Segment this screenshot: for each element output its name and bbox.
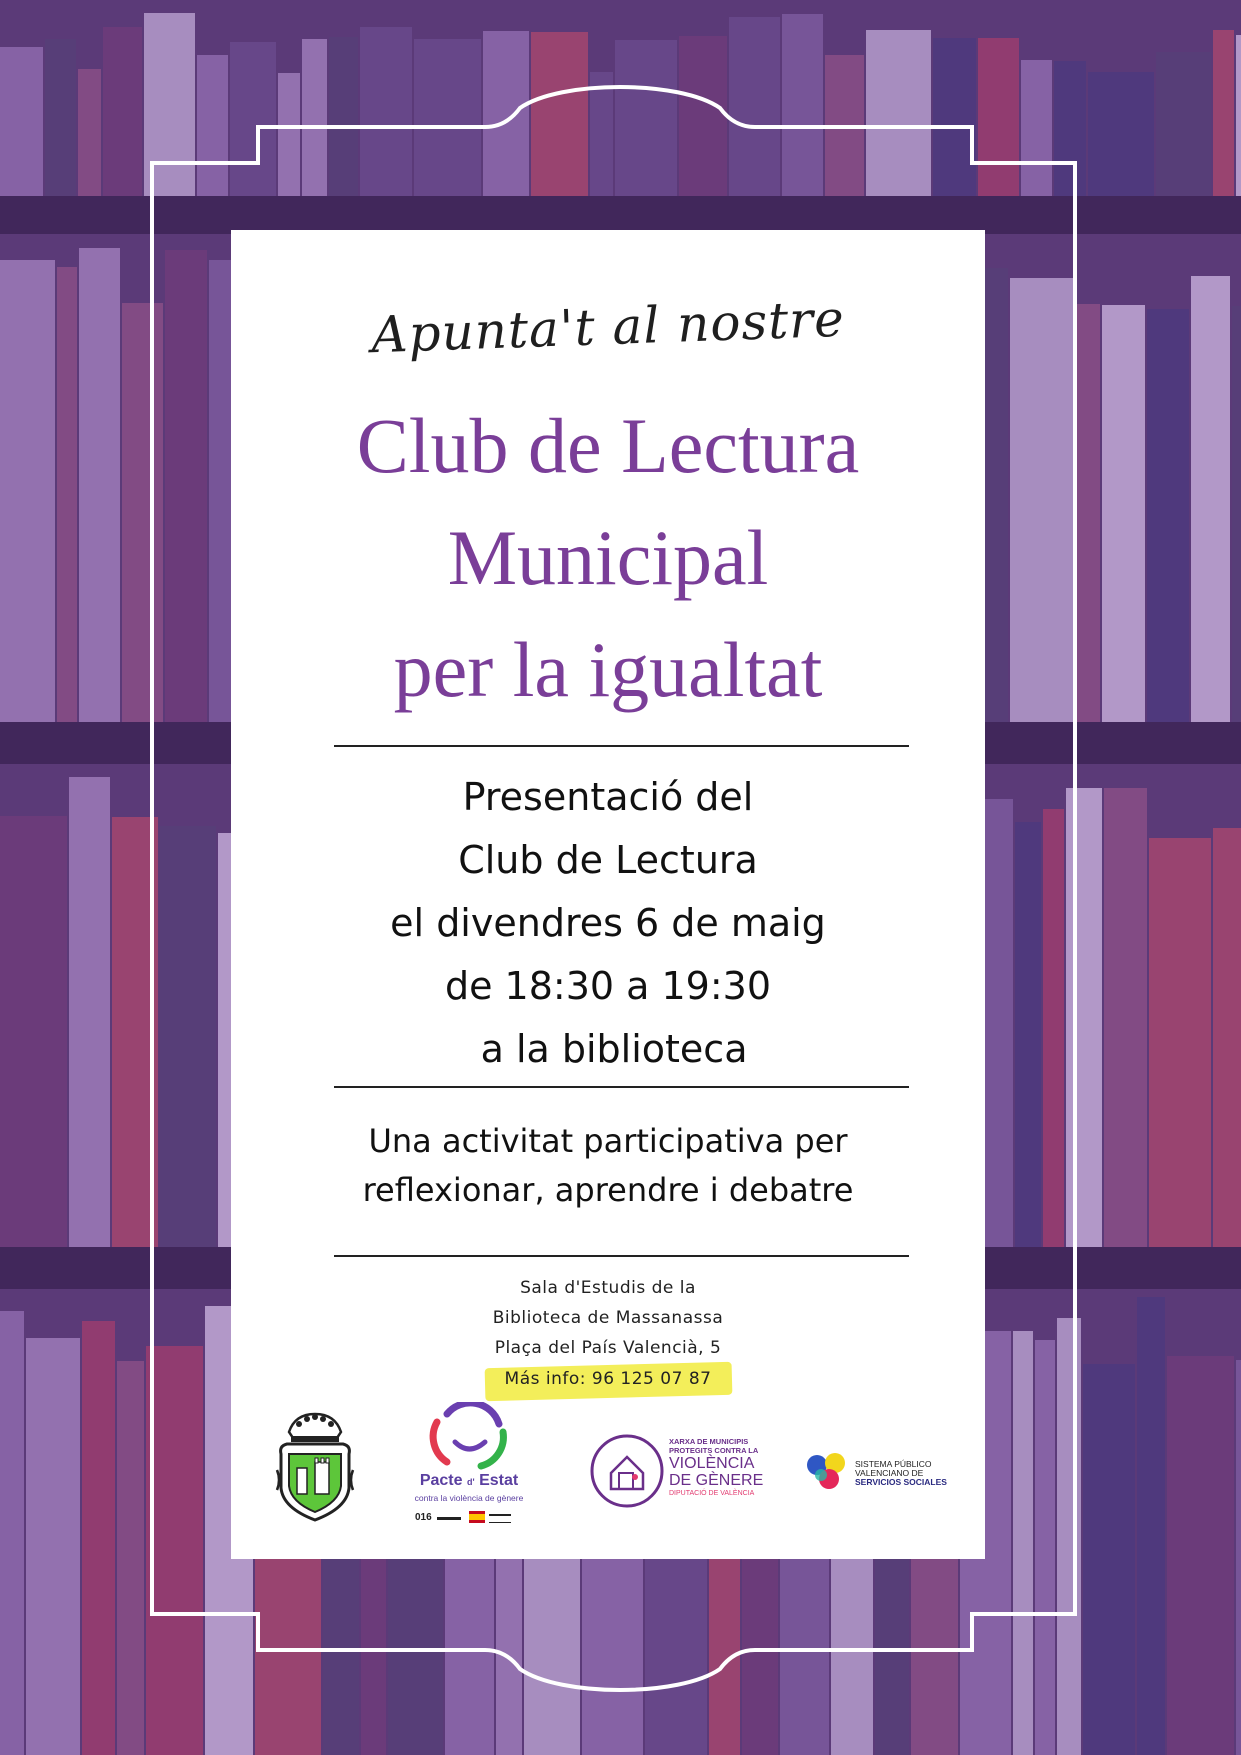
poster-title — [231, 390, 985, 726]
massanassa-coat-of-arms-logo — [275, 1410, 355, 1528]
servicios-line-3: SERVICIOS SOCIALES — [855, 1477, 947, 1487]
title-line-1: Club de Lectura — [356, 402, 860, 489]
xarxa-big-1: VIOLÈNCIA — [669, 1455, 755, 1472]
divider-1 — [334, 745, 909, 747]
event-line-3: el divendres 6 de maig — [390, 901, 826, 945]
address-line-1: Sala d'Estudis de la — [520, 1278, 696, 1298]
tagline — [231, 1117, 985, 1215]
address-block — [231, 1273, 985, 1394]
tagline-line-2: reflexionar, aprendre i debatre — [362, 1171, 854, 1209]
tagline-line-1: Una activitat participativa per — [368, 1122, 848, 1160]
divider-3 — [334, 1255, 909, 1257]
pacte-phone-text: 016 — [415, 1512, 432, 1523]
ministry-mark — [489, 1514, 511, 1523]
xarxa-small-2: PROTEGITS CONTRA LA — [669, 1446, 759, 1455]
more-info-text: Más info: 96 125 07 87 — [504, 1369, 712, 1389]
pacte-estat-text: Estat — [479, 1472, 519, 1489]
pacte-circle-icon — [407, 1402, 531, 1472]
address-line-2: Biblioteca de Massanassa — [492, 1308, 724, 1328]
servicios-sociales-logo — [805, 1451, 965, 1495]
colored-circles-icon — [805, 1451, 849, 1495]
xarxa-foot: DIPUTACIÓ DE VALÈNCIA — [669, 1490, 755, 1497]
intro-script-text: Apunta't al nostre — [370, 289, 846, 365]
address-line-3: Plaça del País Valencià, 5 — [494, 1338, 722, 1358]
event-line-4: de 18:30 a 19:30 — [444, 964, 772, 1008]
coat-of-arms-icon — [275, 1410, 355, 1528]
title-line-2: Municipal — [447, 514, 769, 601]
divider-2 — [334, 1086, 909, 1088]
pacte-main-text: Pacte — [419, 1472, 463, 1489]
servicios-line-2: VALENCIANO DE — [855, 1468, 924, 1478]
spain-flag-icon — [469, 1511, 485, 1523]
poster-card — [231, 230, 985, 1559]
event-line-5: a la biblioteca — [468, 1027, 748, 1071]
pacte-bottom-bar — [437, 1517, 461, 1520]
house-circle-icon — [589, 1433, 665, 1509]
xarxa-small-1: XARXA DE MUNICIPIS — [669, 1437, 749, 1446]
servicios-line-1: SISTEMA PÚBLICO — [855, 1459, 932, 1469]
xarxa-municipis-logo — [589, 1433, 779, 1513]
pacte-de-text: d' — [466, 1477, 475, 1487]
event-line-2: Club de Lectura — [458, 838, 758, 882]
event-details — [231, 766, 985, 1081]
pacte-estat-logo — [407, 1402, 531, 1532]
title-line-3: per la igualtat — [393, 626, 823, 713]
more-info-highlight — [489, 1364, 728, 1394]
xarxa-big-2: DE GÈNERE — [669, 1472, 764, 1489]
pacte-subtitle: contra la violència de gènere — [414, 1493, 524, 1503]
event-line-1: Presentació del — [462, 775, 754, 819]
